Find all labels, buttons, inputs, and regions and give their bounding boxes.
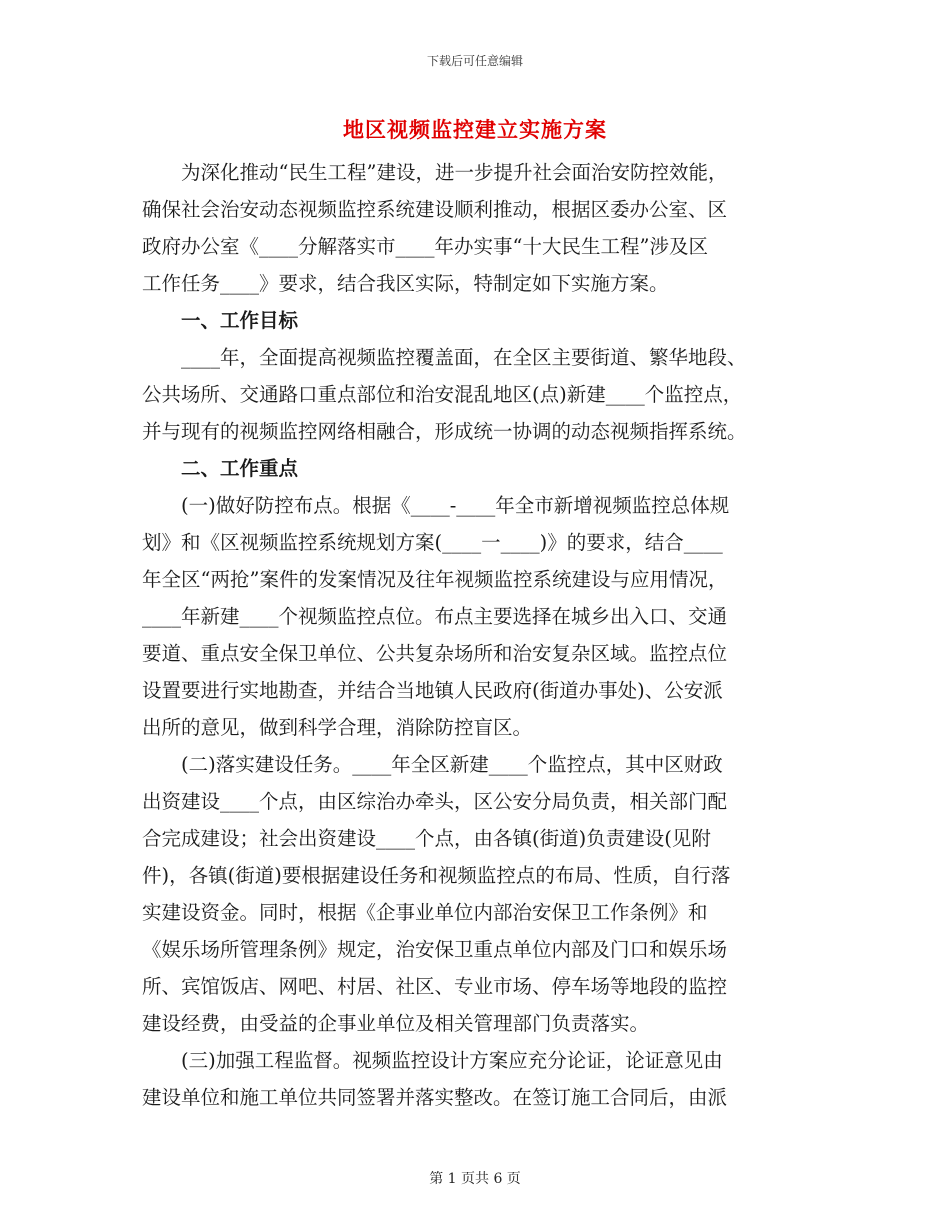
paragraph-line: (二)落实建设任务。____年全区新建____个监控点，其中区财政 <box>181 753 723 776</box>
paragraph-line: 政府办公室《____分解落实市____年办实事“十大民生工程”涉及区 <box>142 235 708 258</box>
paragraph-line: 建设单位和施工单位共同签署并落实整改。在签订施工合同后，由派 <box>142 1086 728 1109</box>
paragraph-line: 要道、重点安全保卫单位、公共复杂场所和治安复杂区域。监控点位 <box>142 642 728 665</box>
paragraph-line: 所、宾馆饭店、网吧、村居、社区、专业市场、停车场等地段的监控 <box>142 975 728 998</box>
paragraph-line: 年全区“两抢”案件的发案情况及往年视频监控系统建设与应用情况， <box>142 568 728 591</box>
page-footer: 第 1 页共 6 页 <box>429 1171 521 1187</box>
document-title: 地区视频监控建立实施方案 <box>343 117 607 142</box>
paragraph-line: 出资建设____个点，由区综治办牵头，区公安分局负责，相关部门配 <box>142 790 728 813</box>
paragraph-line: 工作任务____》要求，结合我区实际，特制定如下实施方案。 <box>142 272 669 295</box>
paragraph-line: 合完成建设；社会出资建设____个点，由各镇(街道)负责建设(见附 <box>142 827 711 850</box>
paragraph-line: ____年新建____个视频监控点位。布点主要选择在城乡出入口、交通 <box>142 605 728 628</box>
section-heading: 一、工作目标 <box>181 309 299 332</box>
page-header: 下载后可任意编辑 <box>426 54 523 68</box>
paragraph-line: 划》和《区视频监控系统规划方案(____一____)》的要求，结合____ <box>142 531 723 554</box>
paragraph-line: 《娱乐场所管理条例》规定，治安保卫重点单位内部及门口和娱乐场 <box>142 938 728 961</box>
paragraph-line: 确保社会治安动态视频监控系统建设顺利推动，根据区委办公室、区 <box>142 198 728 221</box>
paragraph-line: 建设经费，由受益的企事业单位及相关管理部门负责落实。 <box>142 1012 650 1035</box>
paragraph-line: 为深化推动“民生工程”建设，进一步提升社会面治安防控效能， <box>181 161 728 184</box>
paragraph-line: 并与现有的视频监控网络相融合，形成统一协调的动态视频指挥系统。 <box>142 420 747 443</box>
paragraph-line: 件)，各镇(街道)要根据建设任务和视频监控点的布局、性质，自行落 <box>142 864 731 887</box>
section-heading: 二、工作重点 <box>181 457 299 480</box>
paragraph-line: 实建设资金。同时，根据《企事业单位内部治安保卫工作条例》和 <box>142 901 708 924</box>
paragraph-line: 设置要进行实地勘查，并结合当地镇人民政府(街道办事处)、公安派 <box>142 679 723 702</box>
paragraph-line: (一)做好防控布点。根据《____-____年全市新增视频监控总体规 <box>181 494 730 517</box>
paragraph-line: (三)加强工程监督。视频监控设计方案应充分论证，论证意见由 <box>181 1049 723 1072</box>
paragraph-line: ____年，全面提高视频监控覆盖面，在全区主要街道、繁华地段、 <box>181 346 747 369</box>
document-body <box>142 154 810 1116</box>
paragraph-line: 公共场所、交通路口重点部位和治安混乱地区(点)新建____个监控点， <box>142 383 743 406</box>
paragraph-line: 出所的意见，做到科学合理，消除防控盲区。 <box>142 716 533 739</box>
